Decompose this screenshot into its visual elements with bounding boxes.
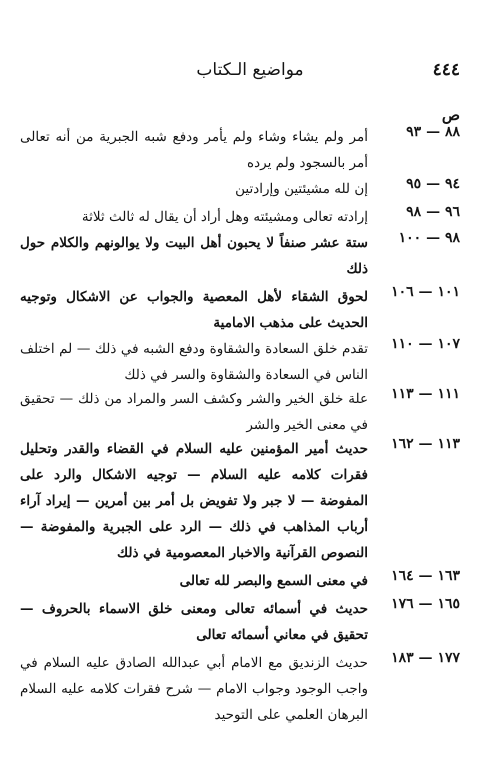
entry-text: في معنى السمع والبصر لله تعالى xyxy=(179,573,368,589)
entry-text: تقدم خلق السعادة والشقاوة ودفع الشبه في ذلك — لم اختلف الناس في السعادة والشقاوة والسر في ذلك xyxy=(20,341,368,383)
page-number: ٤٤٤ xyxy=(432,60,460,80)
entry-text: لحوق الشقاء لأهل المعصية والجواب عن الاشكال وتوجيه الحديث على مذهب الامامية xyxy=(20,289,368,331)
page-range: ١٦٣ — ١٦٤ xyxy=(391,568,460,584)
page-range: ٩٤ — ٩٥ xyxy=(406,176,460,192)
entry-text: حديث الزنديق مع الامام أبي عبدالله الصادق عليه السلام في واجب الوجود وجواب الامام — شرح فقرات كلامه عليه السلام البرهان العلمي على التوحيد xyxy=(20,655,368,723)
page-range: ١١٣ — ١٦٢ xyxy=(391,436,460,452)
toc-entry xyxy=(20,436,480,566)
toc-entry xyxy=(20,204,480,230)
page-range: ١٠٧ — ١١٠ xyxy=(391,336,460,352)
page-range: ١١١ — ١١٣ xyxy=(391,386,460,402)
page-range: ١٦٥ — ١٧٦ xyxy=(391,596,460,612)
toc-entry xyxy=(20,230,480,282)
entry-text: علة خلق الخير والشر وكشف السر والمراد من ذلك — تحقيق في معنى الخير والشر xyxy=(20,391,368,433)
entry-text: أمر ولم يشاء وشاء ولم يأمر ودفع شبه الجبرية من أنه تعالى أمر بالسجود ولم يرده xyxy=(20,129,368,171)
toc-entry xyxy=(20,568,480,594)
toc-entry xyxy=(20,336,480,388)
page-range: ١٠١ — ١٠٦ xyxy=(391,284,460,300)
running-title: مواضيع الـكتاب xyxy=(196,60,304,80)
toc-entry xyxy=(20,124,480,176)
entry-text: إرادته تعالى ومشيئته وهل أراد أن يقال له ثالث ثلاثة xyxy=(81,209,368,225)
entry-text: ستة عشر صنفاً لا يحبون أهل البيت ولا يوالونهم والكلام حول ذلك xyxy=(20,235,368,277)
entry-text: حديث في أسمائه تعالى ومعنى خلق الاسماء بالحروف — تحقيق في معاني أسمائه تعالى xyxy=(20,601,368,643)
entry-text: حديث أمير المؤمنين عليه السلام في القضاء والقدر وتحليل فقرات كلامه عليه السلام — توجيه الاشكال والرد على المفوضة — لا جبر ولا تفويض بل أمر بين أمرين — إيراد آراء أرباب المذاهب في ذلك — الرد على الجبرية والمفوضة — النصوص القرآنية والاخبار المعصومية في ذلك xyxy=(20,441,368,561)
entry-text: إن لله مشيئتين وإرادتين xyxy=(235,181,368,197)
page-range: ٩٦ — ٩٨ xyxy=(406,204,460,220)
page-range: ٩٨ — ١٠٠ xyxy=(398,230,460,246)
toc-entry xyxy=(20,284,480,336)
toc-entry xyxy=(20,596,480,648)
page-column-label: ص xyxy=(441,106,460,124)
page-range: ٨٨ — ٩٣ xyxy=(406,124,460,140)
toc-entry xyxy=(20,650,480,728)
page-range: ١٧٧ — ١٨٣ xyxy=(391,650,460,666)
toc-entry xyxy=(20,386,480,438)
toc-entry xyxy=(20,176,480,202)
